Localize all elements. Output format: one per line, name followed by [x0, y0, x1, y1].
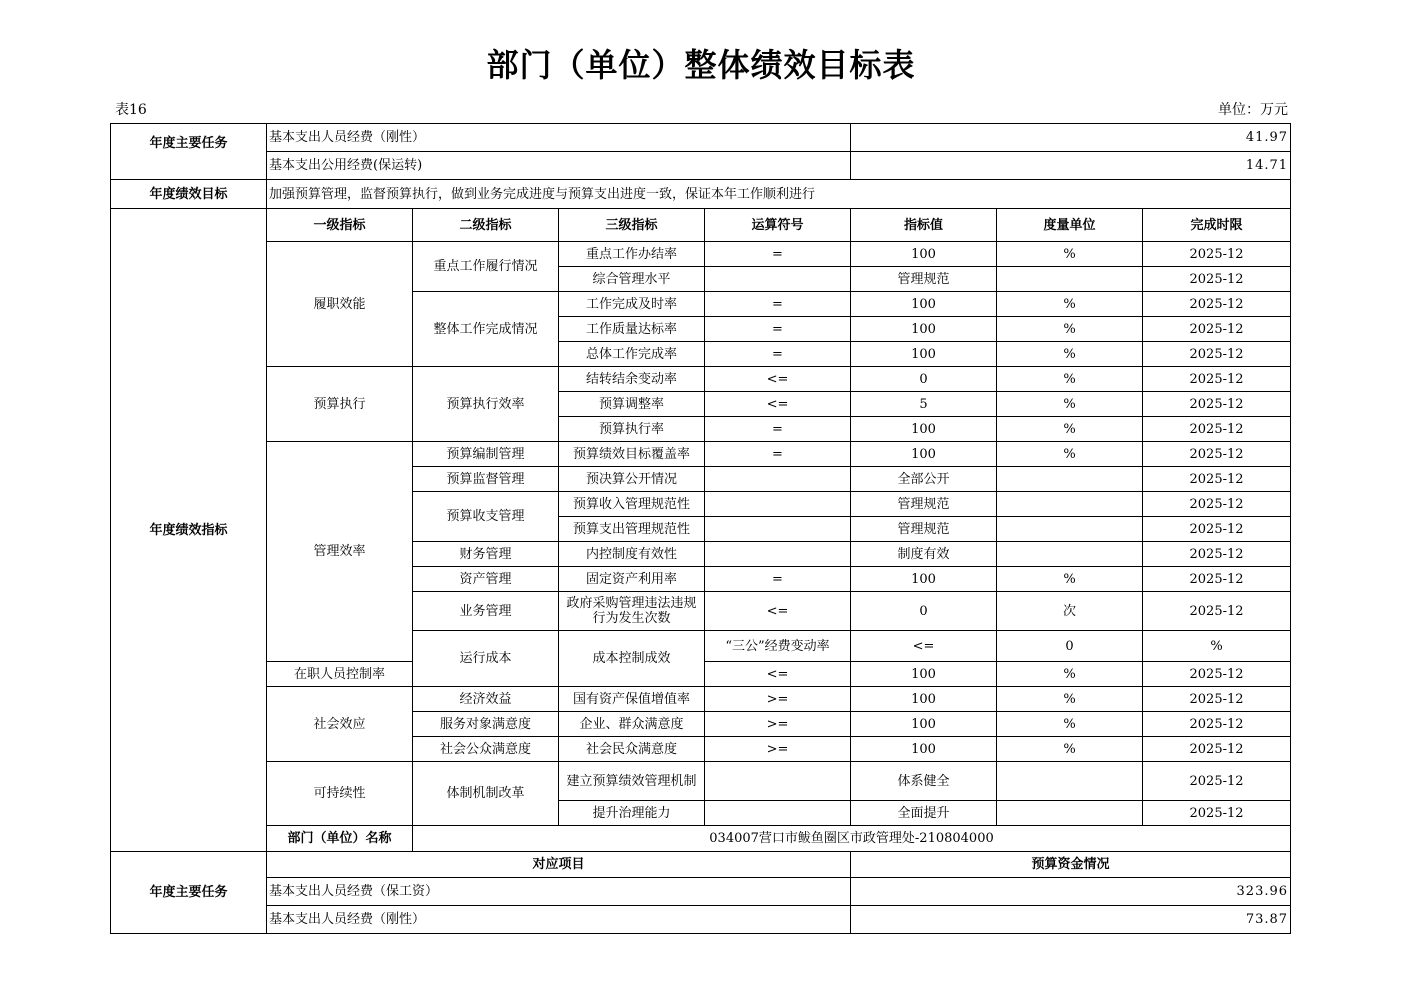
header-unit: 度量单位 [997, 209, 1143, 242]
l3-cell: 工作完成及时率 [559, 292, 705, 317]
unit-cell [997, 542, 1143, 567]
l2-cell: 整体工作完成情况 [413, 292, 559, 367]
operator-cell: <= [705, 367, 851, 392]
l3-cell: 政府采购管理违法违规行为发生次数 [559, 592, 705, 631]
bottom-task-amount: 73.87 [851, 906, 1291, 934]
unit-cell: % [997, 367, 1143, 392]
bottom-task-item: 基本支出人员经费（刚性） [267, 906, 851, 934]
bottom-task-header-row [111, 852, 1291, 878]
top-task-row [111, 152, 1291, 180]
value-cell: 100 [851, 292, 997, 317]
value-cell: 100 [851, 737, 997, 762]
unit-cell: % [997, 417, 1143, 442]
operator-cell [705, 801, 851, 826]
dept-row [111, 826, 1291, 852]
operator-cell: >= [705, 712, 851, 737]
l3-cell: 重点工作办结率 [559, 242, 705, 267]
operator-cell [705, 467, 851, 492]
unit-cell [997, 467, 1143, 492]
dept-label: 部门（单位）名称 [267, 826, 413, 852]
l3-cell: 国有资产保值增值率 [559, 687, 705, 712]
l1-cell: 可持续性 [267, 762, 413, 826]
top-task-row [111, 124, 1291, 152]
l3-cell: 结转结余变动率 [559, 367, 705, 392]
indicator-header-row [111, 209, 1291, 242]
operator-cell: = [705, 417, 851, 442]
l3-cell: 提升治理能力 [559, 801, 705, 826]
value-cell: 全面提升 [851, 801, 997, 826]
value-cell: 管理规范 [851, 492, 997, 517]
deadline-cell: 2025-12 [1143, 317, 1291, 342]
l2-cell: 经济效益 [413, 687, 559, 712]
value-cell: 100 [851, 442, 997, 467]
value-cell: 100 [851, 317, 997, 342]
unit-cell: % [997, 292, 1143, 317]
unit-cell [997, 762, 1143, 801]
bottom-task-amount: 323.96 [851, 878, 1291, 906]
header-operator: 运算符号 [705, 209, 851, 242]
operator-cell: <= [705, 592, 851, 631]
unit-cell: % [997, 442, 1143, 467]
unit-label: 单位：万元 [1218, 102, 1288, 118]
l1-cell: 社会效应 [267, 687, 413, 762]
l3-cell: 在职人员控制率 [267, 662, 413, 687]
l3-cell: 社会民众满意度 [559, 737, 705, 762]
deadline-cell: 2025-12 [1143, 542, 1291, 567]
l2-cell: 体制机制改革 [413, 762, 559, 826]
deadline-cell: 2025-12 [1143, 242, 1291, 267]
l2-cell: 重点工作履行情况 [413, 242, 559, 292]
l3-cell: 预决算公开情况 [559, 467, 705, 492]
indicator-section-label: 年度绩效指标 [111, 209, 267, 852]
value-cell: 5 [851, 392, 997, 417]
l3-cell: 预算支出管理规范性 [559, 517, 705, 542]
l2-cell: 财务管理 [413, 542, 559, 567]
top-task-amount: 41.97 [851, 124, 1291, 152]
operator-cell: = [705, 567, 851, 592]
annual-goal-label: 年度绩效目标 [111, 180, 267, 209]
header-l2: 二级指标 [413, 209, 559, 242]
unit-cell: % [997, 737, 1143, 762]
unit-cell [997, 801, 1143, 826]
indicator-row [111, 367, 1291, 392]
l3-cell: 预算绩效目标覆盖率 [559, 442, 705, 467]
operator-cell [705, 267, 851, 292]
l3-cell: 企业、群众满意度 [559, 712, 705, 737]
deadline-cell: 2025-12 [1143, 801, 1291, 826]
unit-cell: % [997, 712, 1143, 737]
header-l3: 三级指标 [559, 209, 705, 242]
l2-cell: 业务管理 [413, 592, 559, 631]
deadline-cell: 2025-12 [1143, 762, 1291, 801]
deadline-cell: 2025-12 [1143, 342, 1291, 367]
value-cell: 100 [851, 417, 997, 442]
l3-cell: 固定资产利用率 [559, 567, 705, 592]
top-task-label: 年度主要任务 [111, 124, 267, 180]
indicator-row [111, 687, 1291, 712]
l1-cell: 履职效能 [267, 242, 413, 367]
deadline-cell: 2025-12 [1143, 592, 1291, 631]
l2-cell: 服务对象满意度 [413, 712, 559, 737]
header-value: 指标值 [851, 209, 997, 242]
unit-cell: % [997, 662, 1143, 687]
value-cell: 0 [997, 631, 1143, 662]
deadline-cell: 2025-12 [1143, 292, 1291, 317]
unit-cell [997, 492, 1143, 517]
l1-cell: 运行成本 [413, 631, 559, 687]
l3-cell: 预算收入管理规范性 [559, 492, 705, 517]
operator-cell: >= [705, 737, 851, 762]
l2-cell: 资产管理 [413, 567, 559, 592]
value-cell: 100 [851, 342, 997, 367]
unit-cell [997, 517, 1143, 542]
value-cell: 制度有效 [851, 542, 997, 567]
bottom-task-label: 年度主要任务 [111, 852, 267, 934]
l2-cell: 预算编制管理 [413, 442, 559, 467]
value-cell: 全部公开 [851, 467, 997, 492]
top-task-item: 基本支出公用经费(保运转) [267, 152, 851, 180]
l2-cell: 预算监督管理 [413, 467, 559, 492]
value-cell: 100 [851, 687, 997, 712]
value-cell: 0 [851, 367, 997, 392]
operator-cell [705, 542, 851, 567]
operator-cell [705, 492, 851, 517]
operator-cell: = [705, 442, 851, 467]
performance-table-sheet [110, 123, 1291, 938]
unit-cell: % [997, 392, 1143, 417]
performance-table [110, 123, 1291, 934]
value-cell: 100 [851, 662, 997, 687]
value-cell: 体系健全 [851, 762, 997, 801]
unit-cell: % [1143, 631, 1291, 662]
l3-cell: 预算执行率 [559, 417, 705, 442]
deadline-cell: 2025-12 [1143, 712, 1291, 737]
unit-cell: % [997, 687, 1143, 712]
l1-cell: 管理效率 [267, 442, 413, 662]
annual-goal-row [111, 180, 1291, 209]
deadline-cell: 2025-12 [1143, 687, 1291, 712]
l3-cell: 内控制度有效性 [559, 542, 705, 567]
deadline-cell: 2025-12 [1143, 417, 1291, 442]
unit-cell [997, 267, 1143, 292]
operator-cell: = [705, 242, 851, 267]
indicator-row [111, 762, 1291, 801]
deadline-cell: 2025-12 [1143, 442, 1291, 467]
deadline-cell: 2025-12 [1143, 567, 1291, 592]
operator-cell: <= [705, 392, 851, 417]
value-cell: 管理规范 [851, 517, 997, 542]
value-cell: 100 [851, 712, 997, 737]
l1-cell: 预算执行 [267, 367, 413, 442]
bottom-task-row [111, 878, 1291, 906]
operator-cell: <= [851, 631, 997, 662]
l3-cell: 工作质量达标率 [559, 317, 705, 342]
deadline-cell: 2025-12 [1143, 467, 1291, 492]
operator-cell [705, 517, 851, 542]
header-deadline: 完成时限 [1143, 209, 1291, 242]
bottom-task-row [111, 906, 1291, 934]
l3-cell: “三公”经费变动率 [705, 631, 851, 662]
header-l1: 一级指标 [267, 209, 413, 242]
value-cell: 100 [851, 567, 997, 592]
indicator-row [111, 442, 1291, 467]
deadline-cell: 2025-12 [1143, 662, 1291, 687]
deadline-cell: 2025-12 [1143, 517, 1291, 542]
operator-cell: = [705, 342, 851, 367]
unit-cell: % [997, 567, 1143, 592]
l3-cell: 建立预算绩效管理机制 [559, 762, 705, 801]
deadline-cell: 2025-12 [1143, 392, 1291, 417]
l3-cell: 综合管理水平 [559, 267, 705, 292]
indicator-row [111, 242, 1291, 267]
l2-cell: 社会公众满意度 [413, 737, 559, 762]
deadline-cell: 2025-12 [1143, 492, 1291, 517]
l3-cell: 预算调整率 [559, 392, 705, 417]
value-cell: 0 [851, 592, 997, 631]
deadline-cell: 2025-12 [1143, 267, 1291, 292]
operator-cell: <= [705, 662, 851, 687]
operator-cell [705, 762, 851, 801]
value-cell: 100 [851, 242, 997, 267]
bottom-task-item: 基本支出人员经费（保工资） [267, 878, 851, 906]
operator-cell: = [705, 317, 851, 342]
project-col-header: 对应项目 [267, 852, 851, 878]
l2-cell: 预算执行效率 [413, 367, 559, 442]
operator-cell: >= [705, 687, 851, 712]
l2-cell: 成本控制成效 [559, 631, 705, 687]
budget-col-header: 预算资金情况 [851, 852, 1291, 878]
value-cell: 管理规范 [851, 267, 997, 292]
annual-goal-text: 加强预算管理，监督预算执行，做到业务完成进度与预算支出进度一致，保证本年工作顺利进行 [267, 180, 1291, 209]
top-task-item: 基本支出人员经费（刚性） [267, 124, 851, 152]
unit-cell: % [997, 317, 1143, 342]
operator-cell: = [705, 292, 851, 317]
unit-cell: % [997, 342, 1143, 367]
dept-name: 034007营口市鲅鱼圈区市政管理处-210804000 [413, 826, 1291, 852]
top-task-amount: 14.71 [851, 152, 1291, 180]
table-number: 表16 [115, 102, 147, 118]
unit-cell: 次 [997, 592, 1143, 631]
l2-cell: 预算收支管理 [413, 492, 559, 542]
unit-cell: % [997, 242, 1143, 267]
deadline-cell: 2025-12 [1143, 737, 1291, 762]
page-title: 部门（单位）整体绩效目标表 [486, 46, 916, 84]
deadline-cell: 2025-12 [1143, 367, 1291, 392]
l3-cell: 总体工作完成率 [559, 342, 705, 367]
